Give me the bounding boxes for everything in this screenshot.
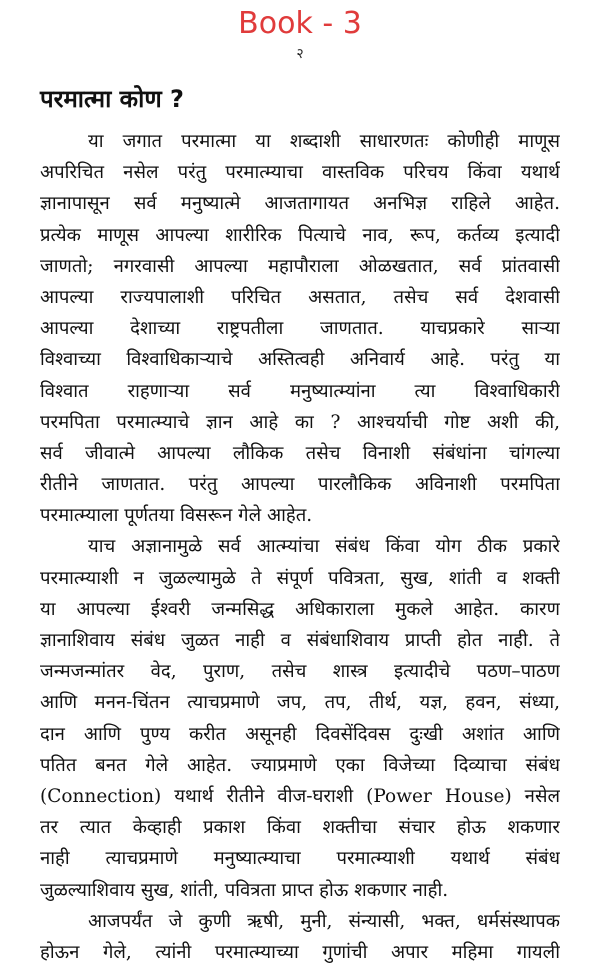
text-line: नाही त्याचप्रमाणे मनुष्यात्म्याचा परमात्म्याशी यथार्थ संबंध [40,848,560,870]
text-line: परमात्म्याला पूर्णतया विसरून गेले आहेत. [40,505,313,527]
text-line: आपल्या देशाच्या राष्ट्रपतीला जाणतात. याचप्रकारे साऱ्या [40,318,560,340]
text-line: परमात्म्याशी न जुळल्यामुळे ते संपूर्ण पवित्रता, सुख, शांती व शक्ती [40,567,560,589]
text-line: प्रत्येक माणूस आपल्या शारीरिक पित्याचे नाव, रूप, कर्तव्य इत्यादी [40,224,560,246]
text-line: तर त्यात केव्हाही प्रकाश किंवा शक्तीचा संचार होऊ शकणार [40,817,560,839]
text-line: या आपल्या ईश्वरी जन्मसिद्ध अधिकाराला मुकले आहेत. कारण [40,598,560,620]
text-line: याच अज्ञानामुळे सर्व आत्म्यांचा संबंध किंवा योग ठीक प्रकारे [88,536,560,558]
text-line: आपल्या राज्यपालाशी परिचित असतात, तसेच सर्व देशवासी [40,286,560,308]
text-line: जन्मजन्मांतर वेद, पुराण, तसेच शास्त्र इत्यादीचे पठण–पाठण [40,661,560,683]
text-line: या जगात परमात्मा या शब्दाशी साधारणतः कोणीही माणूस [88,131,560,152]
text-line: (Connection) यथार्थ रीतीने वीज-घराशी (Power House) नसेल [40,785,560,807]
text-line: जाणतो; नगरवासी आपल्या महापौराला ओळखतात, सर्व प्रांतवासी [40,255,560,277]
text-line: होऊन गेले, त्यांनी परमात्म्याच्या गुणांची अपार महिमा गायली [40,941,560,963]
text-line: आणि मनन-चिंतन त्याचप्रमाणे जप, तप, तीर्थ, यज्ञ, हवन, संध्या, [40,692,560,714]
text-line: ज्ञानापासून सर्व मनुष्यात्मे आजतागायत अनभिज्ञ राहिले आहेत. [40,193,560,215]
text-line: सर्व जीवात्मे आपल्या लौकिक तसेच विनाशी संबंधांना चांगल्या [40,442,560,464]
text-line: जुळल्याशिवाय सुख, शांती, पवित्रता प्राप्त होऊ शकणार नाही. [40,879,449,901]
book-label: Book - 3 [238,6,362,41]
text-line: विश्वात राहणाऱ्या सर्व मनुष्यात्म्यांना त्या विश्वाधिकारी [40,380,560,402]
body-text [40,126,560,968]
chapter-title: परमात्मा कोण ? [40,85,184,113]
text-line: पतित बनत गेले आहेत. ज्याप्रमाणे एका विजेच्या दिव्याचा संबंध [40,754,560,776]
text-line: अपरिचित नसेल परंतु परमात्म्याचा वास्तविक परिचय किंवा यथार्थ [40,162,560,184]
text-line: आजपर्यंत जे कुणी ऋषी, मुनी, संन्यासी, भक्त, धर्मसंस्थापक [88,910,560,932]
text-line: दान आणि पुण्य करीत असूनही दिवसेंदिवस दुःखी अशांत आणि [40,723,560,745]
page-number: २ [296,46,304,62]
text-line: ज्ञानाशिवाय संबंध जुळत नाही व संबंधाशिवाय प्राप्ती होत नाही. ते [40,630,560,651]
text-line: रीतीने जाणतात. परंतु आपल्या पारलौकिक अविनाशी परमपिता [40,474,560,496]
text-line: परमपिता परमात्म्याचे ज्ञान आहे का ? आश्चर्याची गोष्ट अशी की, [40,411,560,433]
text-line: विश्वाच्या विश्वाधिकाऱ्याचे अस्तित्वही अनिवार्य आहे. परंतु या [40,349,560,371]
